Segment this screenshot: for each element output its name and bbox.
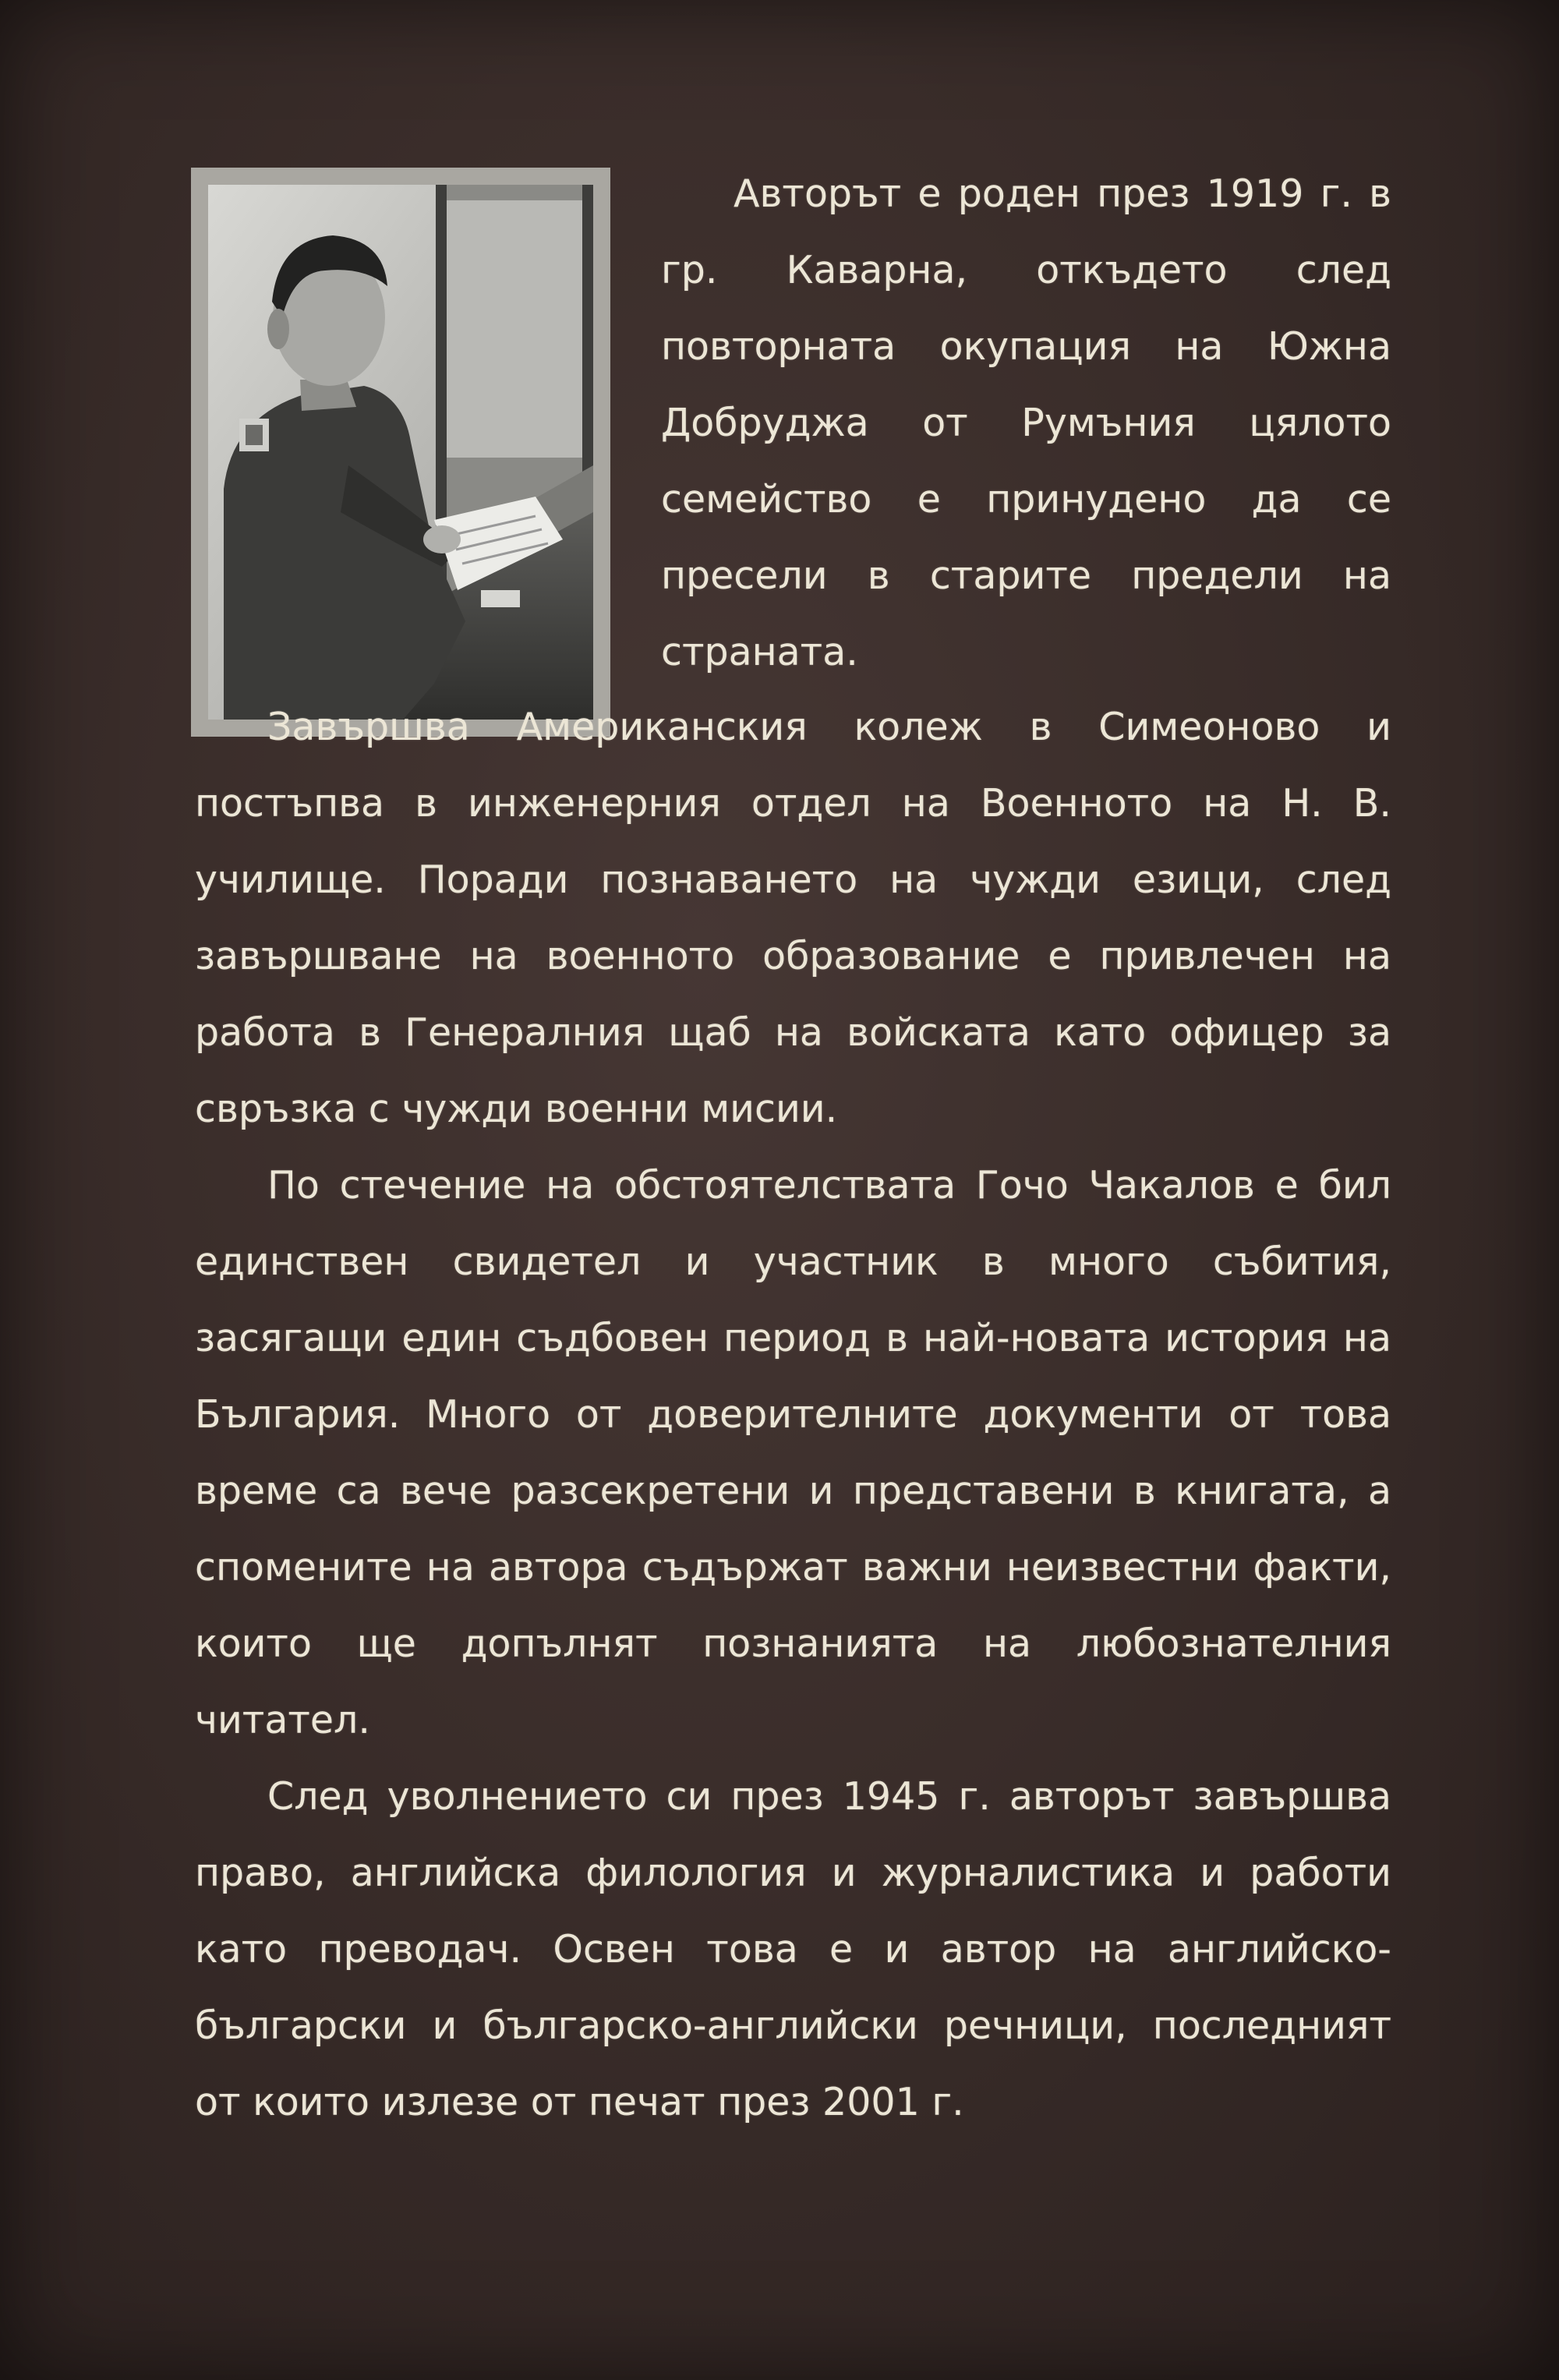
author-photo xyxy=(208,185,593,720)
bio-text-column xyxy=(195,689,1391,2141)
bio-paragraph-4: След уволнението си през 1945 г. авторът завършва право, английска филология и журналистика и работи като преводач. Освен това е и автор на английско-български и българско-английски речници, последният от които излезе от печат през 2001 г. xyxy=(195,1774,1391,2124)
bio-paragraph-2: Завършва Американския колеж в Симеоново и постъпва в инженерния отдел на Военното на Н. В. училище. Поради познаването на чужди езици, след завършване на военното образование е привлечен на работа в Генералния щаб на войската като офицер за свръзка с чужди военни мисии. xyxy=(195,705,1391,1131)
bio-paragraph-3: По стечение на обстоятелствата Гочо Чакалов е бил единствен свидетел и участник в много събития, засягащи един съдбовен период в най-новата история на България. Много от доверителните документи от това време са вече разсекретени и представени в книгата, а спомените на автора съдържат важни неизвестни факти, които ще допълнят познанията на любознателния читател. xyxy=(195,1163,1391,1742)
bio-paragraph-1: Авторът е роден през 1919 г. в гр. Каварна, откъдето след повторната окупация на Южна Добруджа от Румъния цялото семейство е принудено да се пресели в старите предели на страната. xyxy=(661,172,1391,674)
bio-paragraph-1-block xyxy=(661,156,1391,691)
author-photo-frame xyxy=(191,168,610,737)
